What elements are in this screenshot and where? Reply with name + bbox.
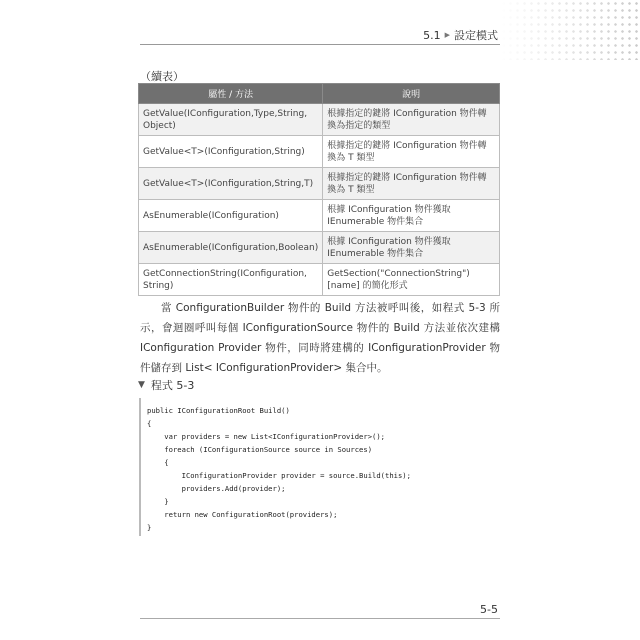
method-cell: AsEnumerable(IConfiguration,Boolean) [139, 232, 323, 264]
method-cell: AsEnumerable(IConfiguration) [139, 200, 323, 232]
code-line: var providers = new List<IConfigurationProvider>(); [147, 432, 385, 441]
code-line: return new ConfigurationRoot(providers); [147, 510, 338, 519]
section-number: 5.1 [423, 28, 441, 42]
footer-rule [140, 618, 500, 619]
table-row [139, 168, 500, 200]
table-row [139, 200, 500, 232]
listing-title: 程式 5-3 [150, 379, 195, 392]
table-caption: （續表） [140, 70, 184, 83]
code-line: { [147, 458, 169, 467]
column-header-description: 說明 [323, 84, 500, 104]
code-line: { [147, 419, 152, 428]
method-cell: GetValue<T>(IConfiguration,String,T) [139, 168, 323, 200]
table-row [139, 232, 500, 264]
method-cell: GetConnectionString(IConfiguration, String) [139, 264, 323, 296]
decorative-dot-pattern [500, 0, 640, 60]
triangle-down-icon: ▼ [138, 380, 145, 390]
properties-table [138, 83, 500, 296]
description-cell: 根據指定的鍵將 IConfiguration 物件轉換為 T 類型 [323, 136, 500, 168]
code-line: providers.Add(provider); [147, 484, 286, 493]
code-line: } [147, 523, 152, 532]
page-number: 5-5 [480, 603, 498, 616]
code-line: IConfigurationProvider provider = source.Build(this); [147, 471, 411, 480]
description-cell: 根據 IConfiguration 物件獲取 IEnumerable 物件集合 [323, 200, 500, 232]
code-line: public IConfigurationRoot Build() [147, 406, 290, 415]
body-paragraph: 當 ConfigurationBuilder 物件的 Build 方法被呼叫後，如程式 5-3 所示，會迴圈呼叫每個 IConfigurationSource 物件的 Build 方法並依次建構 IConfiguration Provider 物件，同時將建構的 IConfigurationProvider 物件儲存到 List< IConfigurationProvider> 集合中。 [140, 302, 500, 374]
code-line: foreach (IConfigurationSource source in Sources) [147, 445, 373, 454]
running-header [423, 27, 498, 43]
column-header-method: 屬性 / 方法 [139, 84, 323, 104]
table-row [139, 136, 500, 168]
triangle-right-icon: ▶ [444, 31, 450, 39]
method-cell: GetValue(IConfiguration,Type,String, Object) [139, 104, 323, 136]
method-cell: GetValue<T>(IConfiguration,String) [139, 136, 323, 168]
description-cell: 根據指定的鍵將 IConfiguration 物件轉換為指定的類型 [323, 104, 500, 136]
table-header-row [139, 84, 500, 104]
code-block [139, 398, 501, 536]
code-line: } [147, 497, 169, 506]
section-title: 設定模式 [454, 29, 498, 42]
table-row [139, 264, 500, 296]
description-cell: 根據指定的鍵將 IConfiguration 物件轉換為 T 類型 [323, 168, 500, 200]
description-cell: 根據 IConfiguration 物件獲取 IEnumerable 物件集合 [323, 232, 500, 264]
table-row [139, 104, 500, 136]
description-cell: GetSection("ConnectionString")[name] 的簡化形式 [323, 264, 500, 296]
listing-label [138, 377, 194, 393]
header-rule [140, 44, 500, 45]
